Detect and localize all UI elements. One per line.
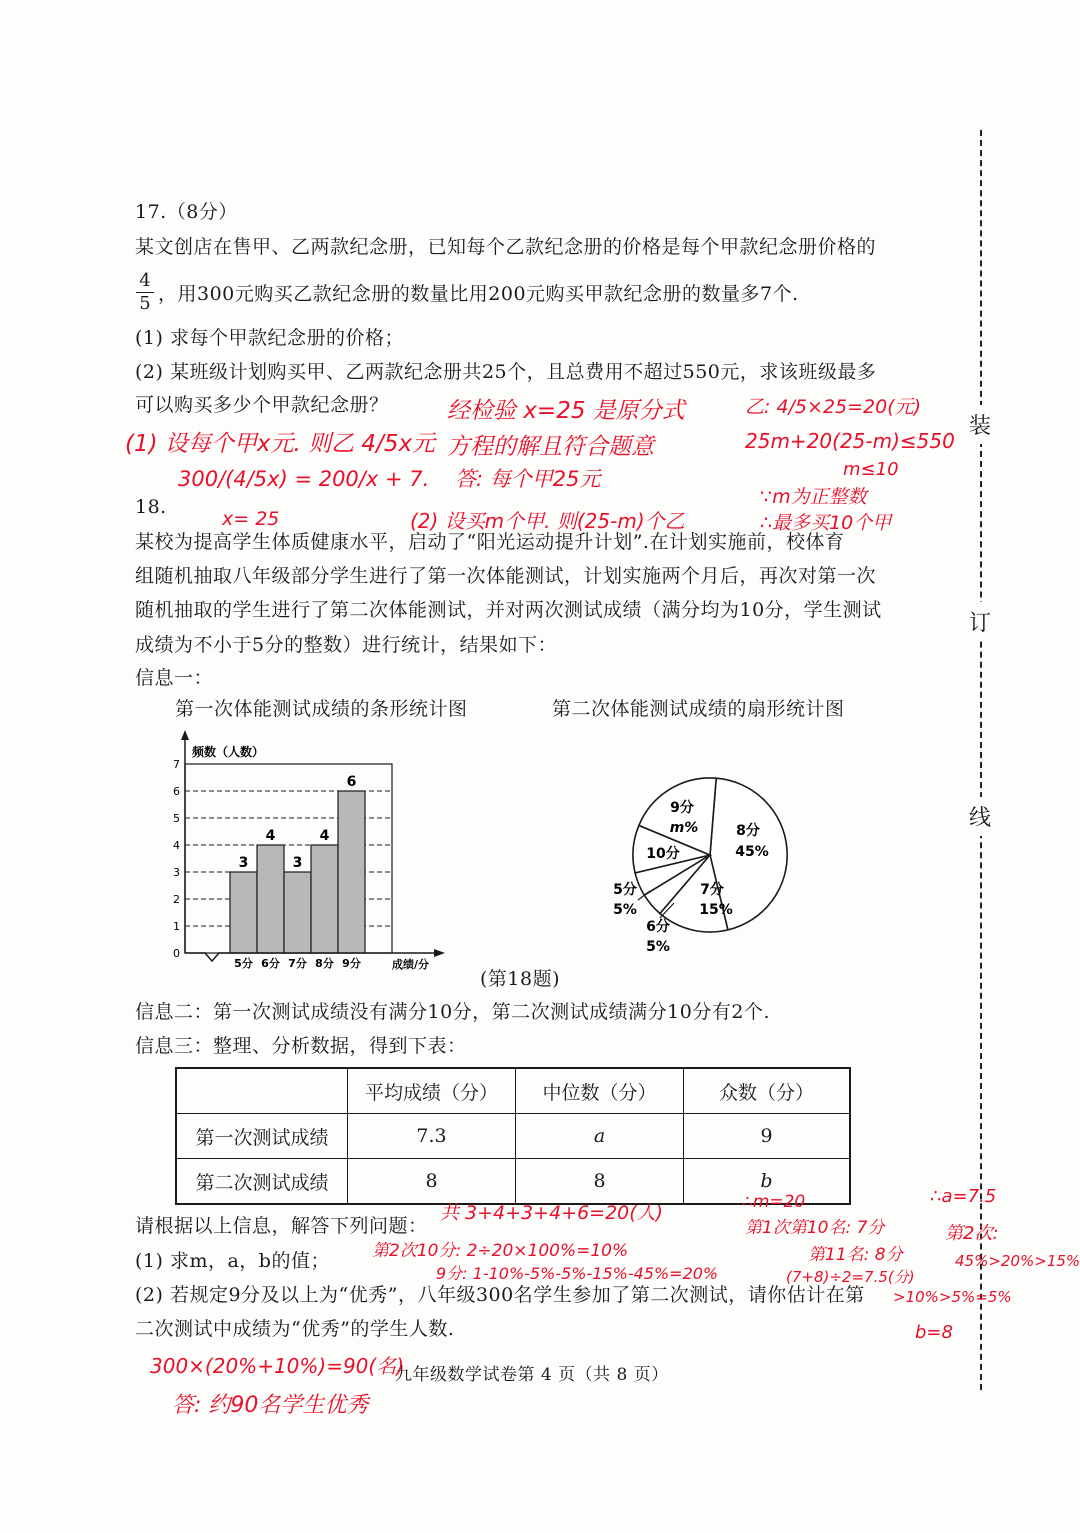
chart1-title: 第一次体能测试成绩的条形统计图 [175,698,468,720]
hw-q17-check2: 方程的解且符合题意 [447,434,654,460]
hw-q18-total: 共 3+4+3+4+6=20(人) [440,1202,664,1224]
hw-q17-price-b: 乙: 4/5×25=20(元) [745,396,922,418]
hw-q17-m-range: m≤10 [843,459,899,480]
bar-value-label: 3 [292,855,303,871]
bar [338,791,365,953]
bar [257,845,284,953]
table-cell: 8 [348,1159,516,1205]
bar-chart-ytick: 2 [173,893,180,906]
table-cell: 8 [516,1159,684,1205]
bar-value-label: 6 [346,774,357,790]
binding-char-zhuang: 装 [969,405,991,444]
bar-value-label: 4 [319,828,330,844]
binding-char-ding: 订 [969,602,991,641]
pie-value-7: 15% [699,902,733,918]
hw-q17-setup: (1) 设每个甲x元. 则乙 4/5x元 [125,431,436,457]
bar-chart-marks [230,774,365,970]
q17-part2a: (2) 某班级计划购买甲、乙两款纪念册共25个，且总费用不超过550元，求该班级最多 [135,361,877,383]
q17-frac-num: 4 [139,270,151,291]
q18-info1: 信息一： [135,667,214,689]
hw-q18-a: ∴a=7.5 [930,1186,997,1207]
figure-caption: (第18题) [480,968,561,990]
pie-value-5: 5% [613,902,637,918]
bar-chart-x-arrow [434,949,445,957]
bar-chart-ytick: 1 [173,920,180,933]
q18-p2: 组随机抽取八年级部分学生进行了第一次体能测试，计划实施两个月后，再次对第一次 [135,565,877,587]
hw-q17-equation: 300/(4/5x) = 200/x + 7. [178,467,430,491]
hw-q17-check1: 经检验 x=25 是原分式 [447,398,685,424]
hw-q18-order2: >10%>5%=5% [893,1288,1012,1306]
q17-line1: 某文创店在售甲、乙两款纪念册，已知每个乙款纪念册的价格是每个甲款纪念册价格的 [135,236,877,258]
bar-category-label: 9分 [342,957,361,970]
q17-fraction [134,270,156,315]
hw-q17-answer1: 答: 每个甲25元 [455,467,601,491]
table-header-cell: 众数（分） [684,1068,851,1114]
table-cell: 第一次测试成绩 [176,1114,348,1159]
hw-q18-second: 第2次: [945,1223,999,1244]
bar [230,872,257,953]
pie-label-6: 6分 [646,919,670,935]
bar-category-label: 6分 [261,957,280,970]
pie-chart [600,755,820,975]
hw-q18-order1: 45%>20%>15% [955,1252,1080,1270]
q18-p4: 成绩为不小于5分的整数）进行统计，结果如下： [135,634,558,656]
q17-part1: (1) 求每个甲款纪念册的价格； [135,327,404,349]
pie-label-7: 7分 [700,882,724,898]
bar-chart-ytick: 3 [173,866,180,879]
pie-label-9: 9分 [670,800,694,816]
bar-chart-ytick: 5 [173,812,180,825]
hw-q18-b: b=8 [915,1322,953,1343]
bar-value-label: 3 [238,855,249,871]
q17-part2b: 可以购买多少个甲款纪念册？ [135,394,389,416]
chart2-title: 第二次体能测试成绩的扇形统计图 [552,698,845,720]
bar-chart-ytick: 7 [173,758,180,771]
pie-value-8: 45% [735,844,769,860]
hw-q18-median: (7+8)÷2=7.5(分) [786,1268,915,1286]
table-cell: 第二次测试成绩 [176,1159,348,1205]
q18-p3: 随机抽取的学生进行了第二次体能测试，并对两次测试成绩（满分均为10分，学生测试 [135,599,882,621]
table-header-cell: 平均成绩（分） [348,1068,516,1114]
pie-label-5: 5分 [613,882,637,898]
q18-ask2a: (2) 若规定9分及以上为“优秀”，八年级300名学生参加了第二次测试，请你估计在第 [135,1284,865,1306]
q17-frac-den: 5 [139,293,151,314]
table-cell: 7.3 [348,1114,516,1159]
q18-info3: 信息三：整理、分析数据，得到下表： [135,1035,467,1057]
q18-title: 18. [135,496,167,518]
hw-q18-estimate: 300×(20%+10%)=90(名) [150,1354,405,1378]
hw-q18-rank10: 第1次第10名: 7分 [745,1218,885,1238]
table-header-cell: 中位数（分） [516,1068,684,1114]
bar-chart-y-arrow [181,730,189,740]
table-cell: a [516,1114,684,1159]
pie-value-6: 5% [646,939,670,955]
binding-char-xian: 线 [969,797,991,836]
bar-category-label: 8分 [315,957,334,970]
pie-label-10: 10分 [646,846,680,862]
hw-q17-inequality: 25m+20(25-m)≤550 [745,429,955,453]
hw-q18-m: ∴m=20 [742,1192,806,1212]
bar-category-label: 7分 [288,957,307,970]
bar-chart [160,725,460,975]
stats-table [175,1067,851,1205]
hw-q17-integer: ∵m为正整数 [760,486,867,508]
q18-ask: 请根据以上信息，解答下列问题： [135,1215,428,1237]
hw-q18-rank11: 第11名: 8分 [808,1245,903,1265]
q17-title: 17.（8分） [135,201,238,223]
hw-q18-10pct: 第2次10分: 2÷20×100%=10% [372,1241,629,1261]
table-row [176,1114,850,1159]
page-footer: 九年级数学试卷第 4 页（共 8 页） [395,1365,669,1385]
table-cell: b [684,1159,851,1205]
bar-value-label: 4 [265,828,276,844]
q18-ask1: (1) 求m，a，b的值； [135,1250,330,1272]
bar [284,872,311,953]
hw-q17-answer2: ∴最多买10个甲 [760,512,892,534]
pie-value-9: m% [669,820,699,836]
q18-p1: 某校为提高学生体质健康水平，启动了“阳光运动提升计划”.在计划实施前，校体育 [135,531,845,553]
bar-chart-ylabel: 频数（人数） [192,745,265,759]
hw-q17-setup2: (2) 设买m个甲. 则(25-m)个乙 [410,509,685,533]
hw-q17-solution: x= 25 [222,508,280,530]
bar-category-label: 5分 [234,957,253,970]
q18-ask2b: 二次测试中成绩为“优秀”的学生人数. [135,1318,455,1340]
q17-line2: ，用300元购买乙款纪念册的数量比用200元购买甲款纪念册的数量多7个. [158,283,799,305]
bar [311,845,338,953]
q18-info2: 信息二：第一次测试成绩没有满分10分，第二次测试成绩满分10分有2个. [135,1001,770,1023]
bar-chart-ytick: 0 [173,947,180,960]
bar-chart-ytick: 6 [173,785,180,798]
hw-q18-answer: 答: 约90名学生优秀 [172,1393,369,1418]
hw-q18-9pct: 9分: 1-10%-5%-5%-15%-45%=20% [436,1264,719,1283]
bar-chart-ytick: 4 [173,839,180,852]
table-cell: 9 [684,1114,851,1159]
table-header-cell [176,1068,348,1114]
pie-label-8: 8分 [736,823,760,839]
table-header-row [176,1068,850,1114]
bar-chart-xlabel: 成绩/分 [392,958,430,971]
